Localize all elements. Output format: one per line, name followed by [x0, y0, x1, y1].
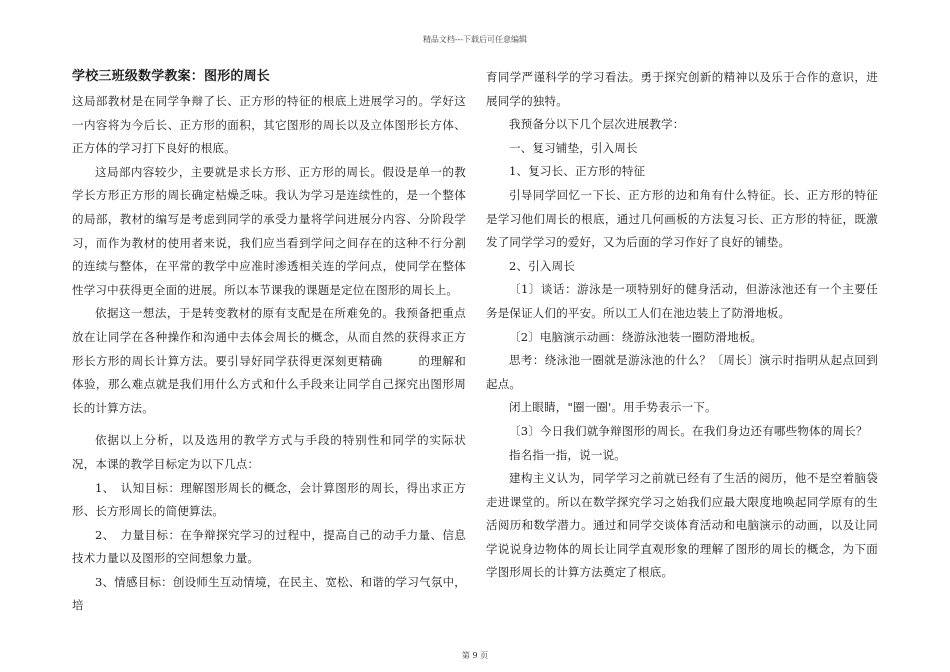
paragraph: 〔1〕谈话：游泳是一项特别好的健身活动，但游泳池还有一个主要任务是保证人们的平安。所以工人们在池边装上了防滑地板。 — [486, 282, 878, 320]
objective-item: 3、情感目标：创设师生互动情境，在民主、宽松、和谐的学习气氛中，培 — [72, 574, 466, 613]
objective-item: 1、 认知目标：理解图形周长的概念，会计算图形的周长，得出求正方形、长方形周长的简便算法。 — [72, 480, 466, 519]
paragraph: 这局部教材是在同学争辩了长、正方形的特征的根底上进展学习的。学好这一内容将为今后长、正方形的面积，其它图形的周长以及立体图形长方体、正方体的学习打下良好的根底。 — [72, 94, 466, 156]
paragraph: 建构主义认为，同学学习之前就已经有了生活的阅历，他不是空着脑袋走进课堂的。所以在数学探究学习之始我们应最大限度地唤起同学原有的生活阅历和数学潜力。通过和同学交谈体育活动和电脑演示的动画，以及让同学说说身边物体的周长让同学直观形象的理解了图形的周长的概念，为下面学图形周长的计算方法奠定了根底。 — [486, 471, 878, 580]
left-column — [72, 66, 466, 618]
section-heading: 一、复习铺垫，引入周长 — [509, 140, 638, 155]
page-number: 第 9 页 — [461, 651, 489, 660]
right-column — [486, 66, 878, 585]
paragraph: 育同学严谨科学的学习看法。勇于探究创新的精神以及乐于合作的意识，进展同学的独特。 — [486, 70, 878, 108]
objective-item: 2、 力量目标：在争辩探究学习的过程中，提高自己的动手力量、信息技术力量以及图形的空间想象力量。 — [72, 527, 466, 566]
paragraph: 依据以上分析，以及选用的教学方式与手段的特别性和同学的实际状况，本课的教学目标定为以下几点： — [72, 433, 466, 471]
paragraph: 指名指一指，说一说。 — [509, 447, 626, 462]
paragraph: 这局部内容较少，主要就是求长方形、正方形的周长。假设是单一的教学长方形正方形的周长确定枯燥乏味。我认为学习是连续性的，是一个整体的局部，教材的编写是考虑到同学的承受力量将学问进展分内容、分阶段学习，而作为教材的使用者来说，我们应当看到学问之间存在的这种不行分割的连续与整体，在平常的教学中应准时渗透相关连的学问点，使同学在整体性学习中获得更全面的进展。所以本节课我的课题是定位在图形的周长上。 — [72, 164, 466, 297]
subsection-heading: 2、引入周长 — [509, 258, 576, 273]
paragraph: 〔2〕电脑演示动画：绕游泳池装一圈防滑地板。 — [509, 329, 763, 344]
paragraph: 引导同学回忆一下长、正方形的边和角有什么特征。长、正方形的特征是学习他们周长的根底，通过几何画板的方法复习长、正方形的特征，既激发了同学学习的爱好，又为后面的学习作好了良好的铺垫。 — [486, 187, 878, 250]
subsection-heading: 1、复习长、正方形的特征 — [509, 164, 646, 179]
paragraph: 依据这一想法，于是转变教材的原有支配是在所难免的。我预备把重点放在让同学在各种操作和沟通中去体会周长的概念，从而自然的获得求正方形长方形的周长计算方法。要引导好同学获得更深刻更精确 的理解和体验，那么难点就是我们用什么方式和什么手段来让同学自己探究出图形周长的计算方法。 — [72, 306, 466, 415]
paragraph: 〔3〕今日我们就争辩图形的周长。在我们身边还有哪些物体的周长？ — [509, 423, 868, 438]
page-header: 精品文档---下载后可任意编辑 — [422, 35, 528, 44]
lesson-title: 学校三班级数学教案：图形的周长 — [72, 69, 271, 84]
paragraph: 思考：绕泳池一圈就是游泳池的什么？〔周长〕演示时指明从起点回到起点。 — [486, 353, 878, 391]
paragraph: 闭上眼睛，"圈一圈'。用手势表示一下。 — [509, 400, 717, 415]
paragraph: 我预备分以下几个层次进展教学： — [509, 117, 685, 132]
